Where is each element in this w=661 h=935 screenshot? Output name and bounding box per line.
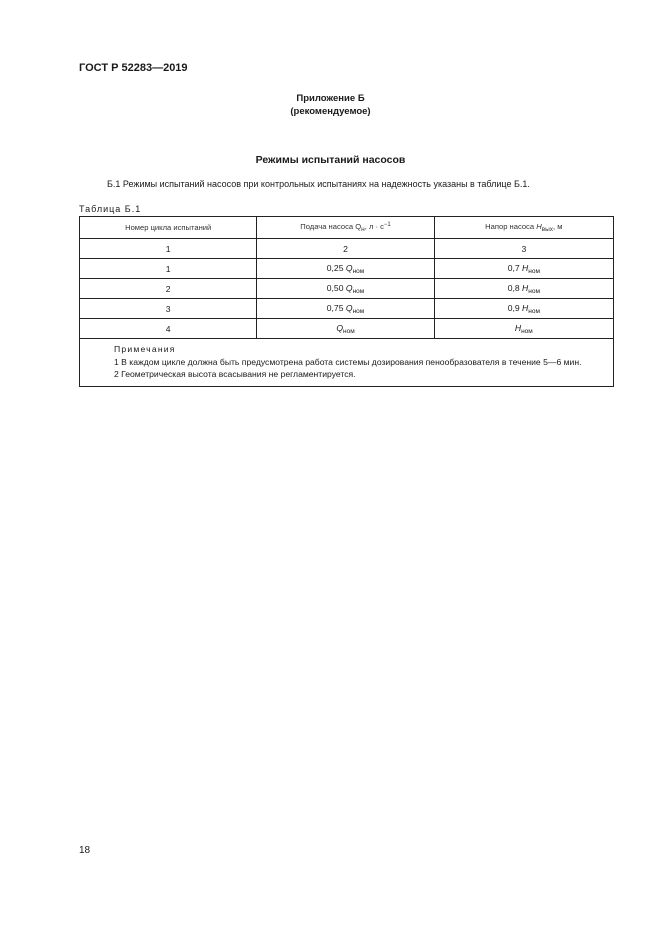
table-row bbox=[80, 279, 614, 299]
head-var: H bbox=[522, 262, 529, 273]
head-cell bbox=[434, 299, 613, 319]
note-item: 1 В каждом цикле должна быть предусмотрена работа системы дозирования пенообразователя в течение 5—6 мин. bbox=[114, 356, 582, 367]
header-flow-sup: −1 bbox=[383, 222, 391, 228]
head-cell bbox=[434, 259, 613, 279]
head-sub: ном bbox=[528, 267, 540, 275]
header-flow-label: Подача насоса Q bbox=[300, 222, 362, 231]
flow-sub: ном bbox=[352, 267, 365, 275]
head-var: H bbox=[514, 322, 522, 333]
table-header-row bbox=[80, 217, 614, 239]
header-flow-sub: н bbox=[361, 226, 365, 233]
head-var: H bbox=[522, 282, 529, 293]
appendix-status: (рекомендуемое) bbox=[290, 106, 371, 117]
flow-var: Q bbox=[336, 322, 344, 333]
table-row bbox=[80, 319, 614, 339]
index-cell: 1 bbox=[80, 239, 257, 259]
header-head-sub: вых bbox=[541, 226, 554, 233]
table-row bbox=[80, 259, 614, 279]
head-sub: ном bbox=[528, 287, 540, 295]
document-header: ГОСТ Р 52283—2019 bbox=[79, 62, 188, 74]
table-row bbox=[80, 299, 614, 319]
table-index-row bbox=[80, 239, 614, 259]
header-pump-flow bbox=[257, 217, 434, 239]
flow-value: 0,25 bbox=[326, 262, 344, 273]
flow-value: 0,50 bbox=[326, 282, 344, 293]
head-value: 0,8 bbox=[507, 282, 520, 293]
index-cell: 2 bbox=[257, 239, 434, 259]
cycle-cell: 2 bbox=[80, 279, 257, 299]
flow-var: Q bbox=[345, 262, 353, 273]
head-value: 0,7 bbox=[507, 262, 520, 273]
section-title: Режимы испытаний насосов bbox=[255, 154, 406, 166]
header-head-label: Напор насоса bbox=[485, 222, 537, 231]
flow-cell bbox=[257, 299, 434, 319]
header-head-var: H bbox=[536, 222, 542, 231]
flow-var: Q bbox=[345, 302, 353, 313]
head-cell bbox=[434, 279, 613, 299]
flow-sub: ном bbox=[352, 307, 365, 315]
notes-cell bbox=[80, 339, 614, 387]
intro-paragraph: Б.1 Режимы испытаний насосов при контрольных испытаниях на надежность указаны в таблице Б.1. bbox=[107, 179, 530, 189]
flow-sub: ном bbox=[352, 287, 365, 295]
head-value: 0,9 bbox=[507, 302, 520, 313]
test-modes-table bbox=[79, 216, 614, 387]
header-pump-head bbox=[434, 217, 613, 239]
index-cell: 3 bbox=[434, 239, 613, 259]
flow-var: Q bbox=[345, 282, 353, 293]
notes-heading: Примечания bbox=[114, 344, 176, 354]
flow-sub: ном bbox=[343, 327, 355, 335]
note-item: 2 Геометрическая высота всасывания не регламентируется. bbox=[114, 369, 356, 379]
flow-value: 0,75 bbox=[326, 302, 344, 313]
head-cell bbox=[434, 319, 613, 339]
head-var: H bbox=[522, 302, 529, 313]
head-sub: ном bbox=[528, 307, 540, 315]
table-notes-row bbox=[80, 339, 614, 387]
header-flow-unit: , л · с bbox=[364, 222, 384, 231]
head-sub: ном bbox=[521, 327, 533, 335]
cycle-cell: 4 bbox=[80, 319, 257, 339]
header-cycle-number: Номер цикла испытаний bbox=[80, 217, 257, 239]
flow-cell bbox=[257, 259, 434, 279]
flow-cell bbox=[257, 279, 434, 299]
flow-cell bbox=[257, 319, 434, 339]
cycle-cell: 1 bbox=[80, 259, 257, 279]
table-caption: Таблица Б.1 bbox=[79, 204, 142, 214]
page-number: 18 bbox=[79, 845, 91, 856]
header-head-unit: , м bbox=[553, 222, 563, 231]
cycle-cell: 3 bbox=[80, 299, 257, 319]
appendix-title: Приложение Б bbox=[296, 93, 365, 104]
